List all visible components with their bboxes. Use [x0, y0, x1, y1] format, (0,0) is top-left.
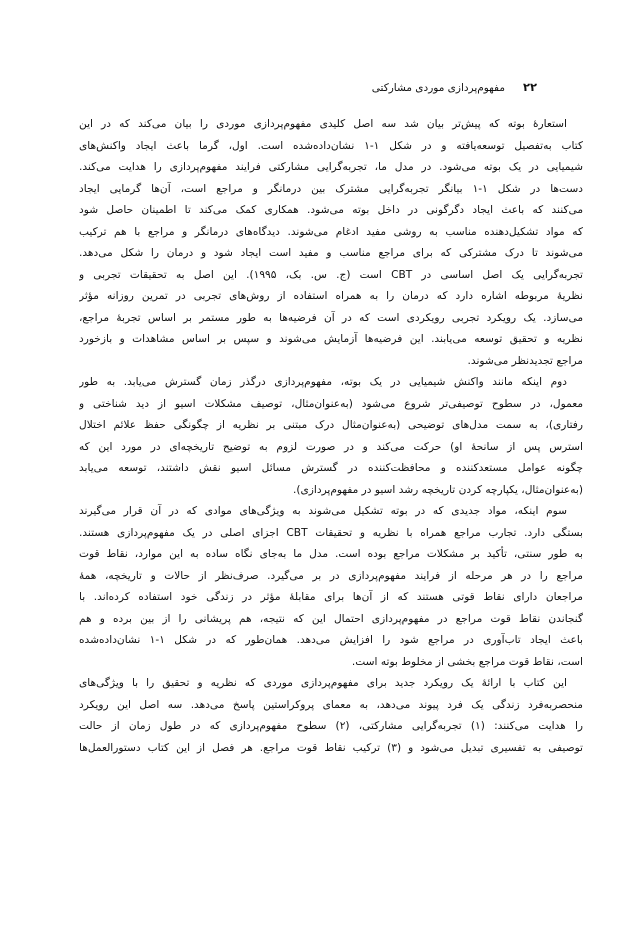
text-line: مراجع را در هر مرحله از فرایند مفهوم‌پردازی در بر می‌گیرد. صرف‌نظر از حالات و تاریخچه، همۀ — [79, 569, 583, 582]
running-title: مفهوم‌پردازی موردی مشارکتی — [371, 82, 505, 94]
text-line: چگونه عوامل مستعدکننده و محافظت‌کننده در گسترش مسائل اسیو نقش داشتند، توسعه می‌یابد — [79, 462, 583, 474]
paragraph-2 — [79, 372, 583, 501]
text-line: استعارۀ بوته که پیش‌تر بیان شد سه اصل کلیدی مفهوم‌پردازی موردی را بیان می‌کند که در این — [79, 118, 567, 130]
text-line: توصیفی به تفسیری تبدیل می‌شود و (۳) ترکیب نقاط قوت مراجع. هر فصل از این کتاب دستورالعمل‌ها — [79, 741, 583, 754]
page-number: ۲۲ — [522, 80, 537, 94]
text-line: گنجاندن نقاط قوت مراجع در مفهوم‌پردازی احتمال این که نتیجه، هم پریشانی را از بین برده و هم — [79, 612, 583, 625]
text-line: می‌سازد. یک رویکرد تجربی رویکردی است که در آن فرضیه‌ها به طور مستمر بر اساس تجربۀ مراجع، — [79, 311, 583, 324]
text-line: نظریه و تحقیق توسعه می‌یابند. این فرضیه‌ها آزمایش می‌شوند و سپس بر اساس مشاهدات و بازخورد — [79, 333, 583, 345]
text-line: دست‌ها در شکل ۱-۱ بیانگر تجربه‌گرایی مشترک بین درمانگر و مراجع است، آن‌ها گرمایی ایجاد — [79, 182, 583, 195]
text-line: مراجع تجدیدنظر می‌شوند. — [467, 354, 583, 367]
running-header — [372, 80, 537, 94]
text-line: که مواد تشکیل‌دهنده مناسب به روشی مفید ادغام می‌شوند. دیدگاه‌های درمانگر و مراجع با هم ترکیب — [79, 225, 583, 238]
text-line: کتاب به‌تفصیل توسعه‌یافته و در شکل ۱-۱ نشان‌داده‌شده است. اول، گرما باعث ایجاد واکنش‌های — [79, 139, 583, 152]
text-line: سوم اینکه، مواد جدیدی که در بوته تشکیل می‌شوند به ویژگی‌های موادی که در آن قرار می‌گیرند — [79, 505, 567, 517]
text-line: می‌کنند که باعث ایجاد دگرگونی در داخل بوته می‌شود. همکاری کمک می‌کند تا اطمینان حاصل شود — [79, 204, 583, 216]
text-line: شیمیایی در یک بوته می‌شود. در مدل ما، تجربه‌گرایی مشارکتی فرایند مفهوم‌پردازی را هدایت می‌کند. — [79, 161, 583, 173]
text-line: می‌شوند تا درک مشترکی که برای مراجع مناسب و مفید است ایجاد شود و درمان را شکل می‌دهد. — [79, 247, 583, 259]
text-line: دوم اینکه مانند واکنش شیمیایی در یک بوته، مفهوم‌پردازی درگذر زمان گسترش می‌یابد. به طور — [79, 376, 567, 388]
text-line: (به‌عنوان‌مثال، یکپارچه کردن تاریخچه رشد اسیو در مفهوم‌پردازی). — [293, 483, 583, 496]
text-line: مراجعان دارای نقاط قوتی هستند که از آن‌ها برای مقابلۀ مؤثر در زندگی خود استفاده کرده‌اند. با — [79, 591, 583, 603]
paragraph-4 — [79, 673, 583, 759]
text-line: رفتاری)، به سمت مدل‌های توضیحی (به‌عنوان‌مثال درک مبتنی بر نظریه از چگونگی حفظ علائم اختلال — [79, 419, 583, 431]
text-line: بستگی دارد. تجارب مراجع همراه با نظریه و تحقیقات CBT اجزای اصلی در یک مفهوم‌پردازی هستند. — [79, 526, 583, 539]
text-line: این کتاب با ارائۀ یک رویکرد جدید برای مفهوم‌پردازی موردی که نظریه و تحقیق را با ویژگی‌های — [79, 677, 567, 689]
text-line: باعث ایجاد تاب‌آوری در مراجع شود را افزایش می‌دهد. همان‌طور که در شکل ۱-۱ نشان‌داده‌شده — [79, 634, 583, 646]
text-line: به طور سنتی، تأکید بر مشکلات مراجع بوده است. مدل ما به‌جای نگاه ساده به این موارد، نقاط قوت — [79, 548, 583, 560]
body-text — [79, 114, 583, 759]
text-line: را هدایت می‌کنند: (۱) تجربه‌گرایی مشارکتی، (۲) سطوح مفهوم‌پردازی که در طول زمان از حالت — [79, 720, 583, 732]
paragraph-1 — [79, 114, 583, 372]
text-line: منحصربه‌فرد زندگی یک فرد پیوند می‌دهد، به معمای پروکراستین پاسخ می‌دهد. سه اصل این رویکرد — [79, 698, 583, 711]
text-line: است، نقاط قوت مراجع بخشی از مخلوط بوته است. — [351, 655, 583, 668]
paragraph-3 — [79, 501, 583, 673]
text-line: معمول، در سطوح توصیفی‌تر شروع می‌شود (به‌عنوان‌مثال، توصیف مشکلات اسیو از دید شناختی و — [79, 397, 583, 410]
text-line: تجربه‌گرایی یک اصل اساسی در CBT است (ج. س. بک، ۱۹۹۵). این اصل به تحقیقات تجربی و — [79, 268, 583, 281]
text-line: استرس پس از سانحۀ او) حرکت می‌کند و در صورت لزوم به توضیح تاریخچه‌ای در مورد این که — [79, 440, 583, 453]
text-line: نظریۀ مربوطه اشاره دارد که درمان را به همراه استفاده از روش‌های تجربی در تمرین روزانه مؤثر — [79, 290, 583, 302]
